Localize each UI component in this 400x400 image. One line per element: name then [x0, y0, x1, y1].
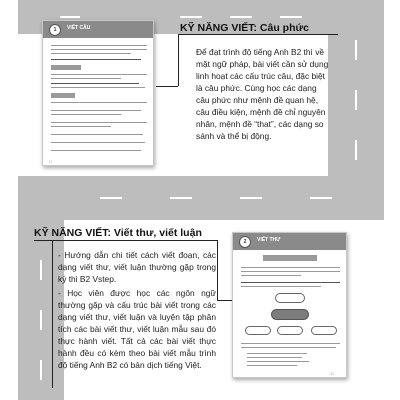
lane-dash	[230, 16, 252, 18]
section-heading-letters-essays: KỸ NĂNG VIẾT: Viết thư, viết luận	[34, 227, 202, 239]
page-header	[43, 21, 153, 38]
connector-line	[156, 86, 178, 87]
lane-dash	[40, 260, 42, 280]
book-page-thumbnail-1: 1 VIẾT CÂU □	[42, 20, 154, 166]
lane-dash	[170, 197, 192, 199]
lane-dash	[240, 197, 262, 199]
bullet-item: - Học viên được học các ngôn ngữ thường gặp và cấu trúc bài viết trong các dạng viết thư, viết luận và luyện tập phân tích các bài viết thư, viết luận mẫu sau đó thực hành viết. Tất cả các bài viết thực hành đều có kèm theo bài viết mẫu trình độ tiếng Anh B2 có bản dịch tiếng Việt.	[58, 288, 216, 370]
lane-dash	[280, 16, 302, 18]
lane-dash	[180, 16, 202, 18]
heading-underline	[34, 240, 218, 241]
bullet-list	[58, 249, 216, 373]
bullet-item: - Hướng dẫn chi tiết cách viết đoạn, các dạng viết thư, viết luận thường gặp trong kỳ thi B2 Vstep.	[58, 250, 216, 284]
lane-dash	[100, 197, 122, 199]
unit-badge: 2	[239, 236, 251, 248]
lane-dash	[40, 360, 42, 380]
lane-dash	[310, 197, 332, 199]
lane-dash	[355, 40, 357, 60]
page-header	[233, 233, 346, 250]
section-description-complex-sentences: Để đạt trình độ tiếng Anh B2 thì về mặt ngữ pháp, bài viết cần sử dụng linh hoạt các cấu trúc câu, đặc biệt là câu phức. Cùng học các dạng câu phức như mệnh đề quan hệ, câu điều kiện, mệnh đề chỉ nguyên nhân, mệnh đề “that”, các dạng so sánh và thể bị động.	[196, 47, 329, 141]
section-heading-complex-sentences: KỸ NĂNG VIẾT: Câu phức	[180, 22, 309, 34]
lane-dash	[60, 16, 80, 18]
page-header-title: VIẾT THƯ	[257, 237, 281, 243]
page-header-title: VIẾT CÂU	[67, 25, 91, 31]
lane-dash	[355, 90, 357, 110]
lane-dash	[40, 310, 42, 330]
lane-dash	[355, 140, 357, 160]
book-page-thumbnail-2: 2 VIẾT THƯ □	[232, 232, 347, 378]
unit-badge: 1	[49, 24, 61, 36]
bullet-box-left-line	[52, 240, 53, 388]
connector-line	[217, 300, 232, 301]
heading-underline	[178, 34, 338, 35]
connector-line	[217, 240, 218, 300]
connector-line	[178, 34, 179, 86]
